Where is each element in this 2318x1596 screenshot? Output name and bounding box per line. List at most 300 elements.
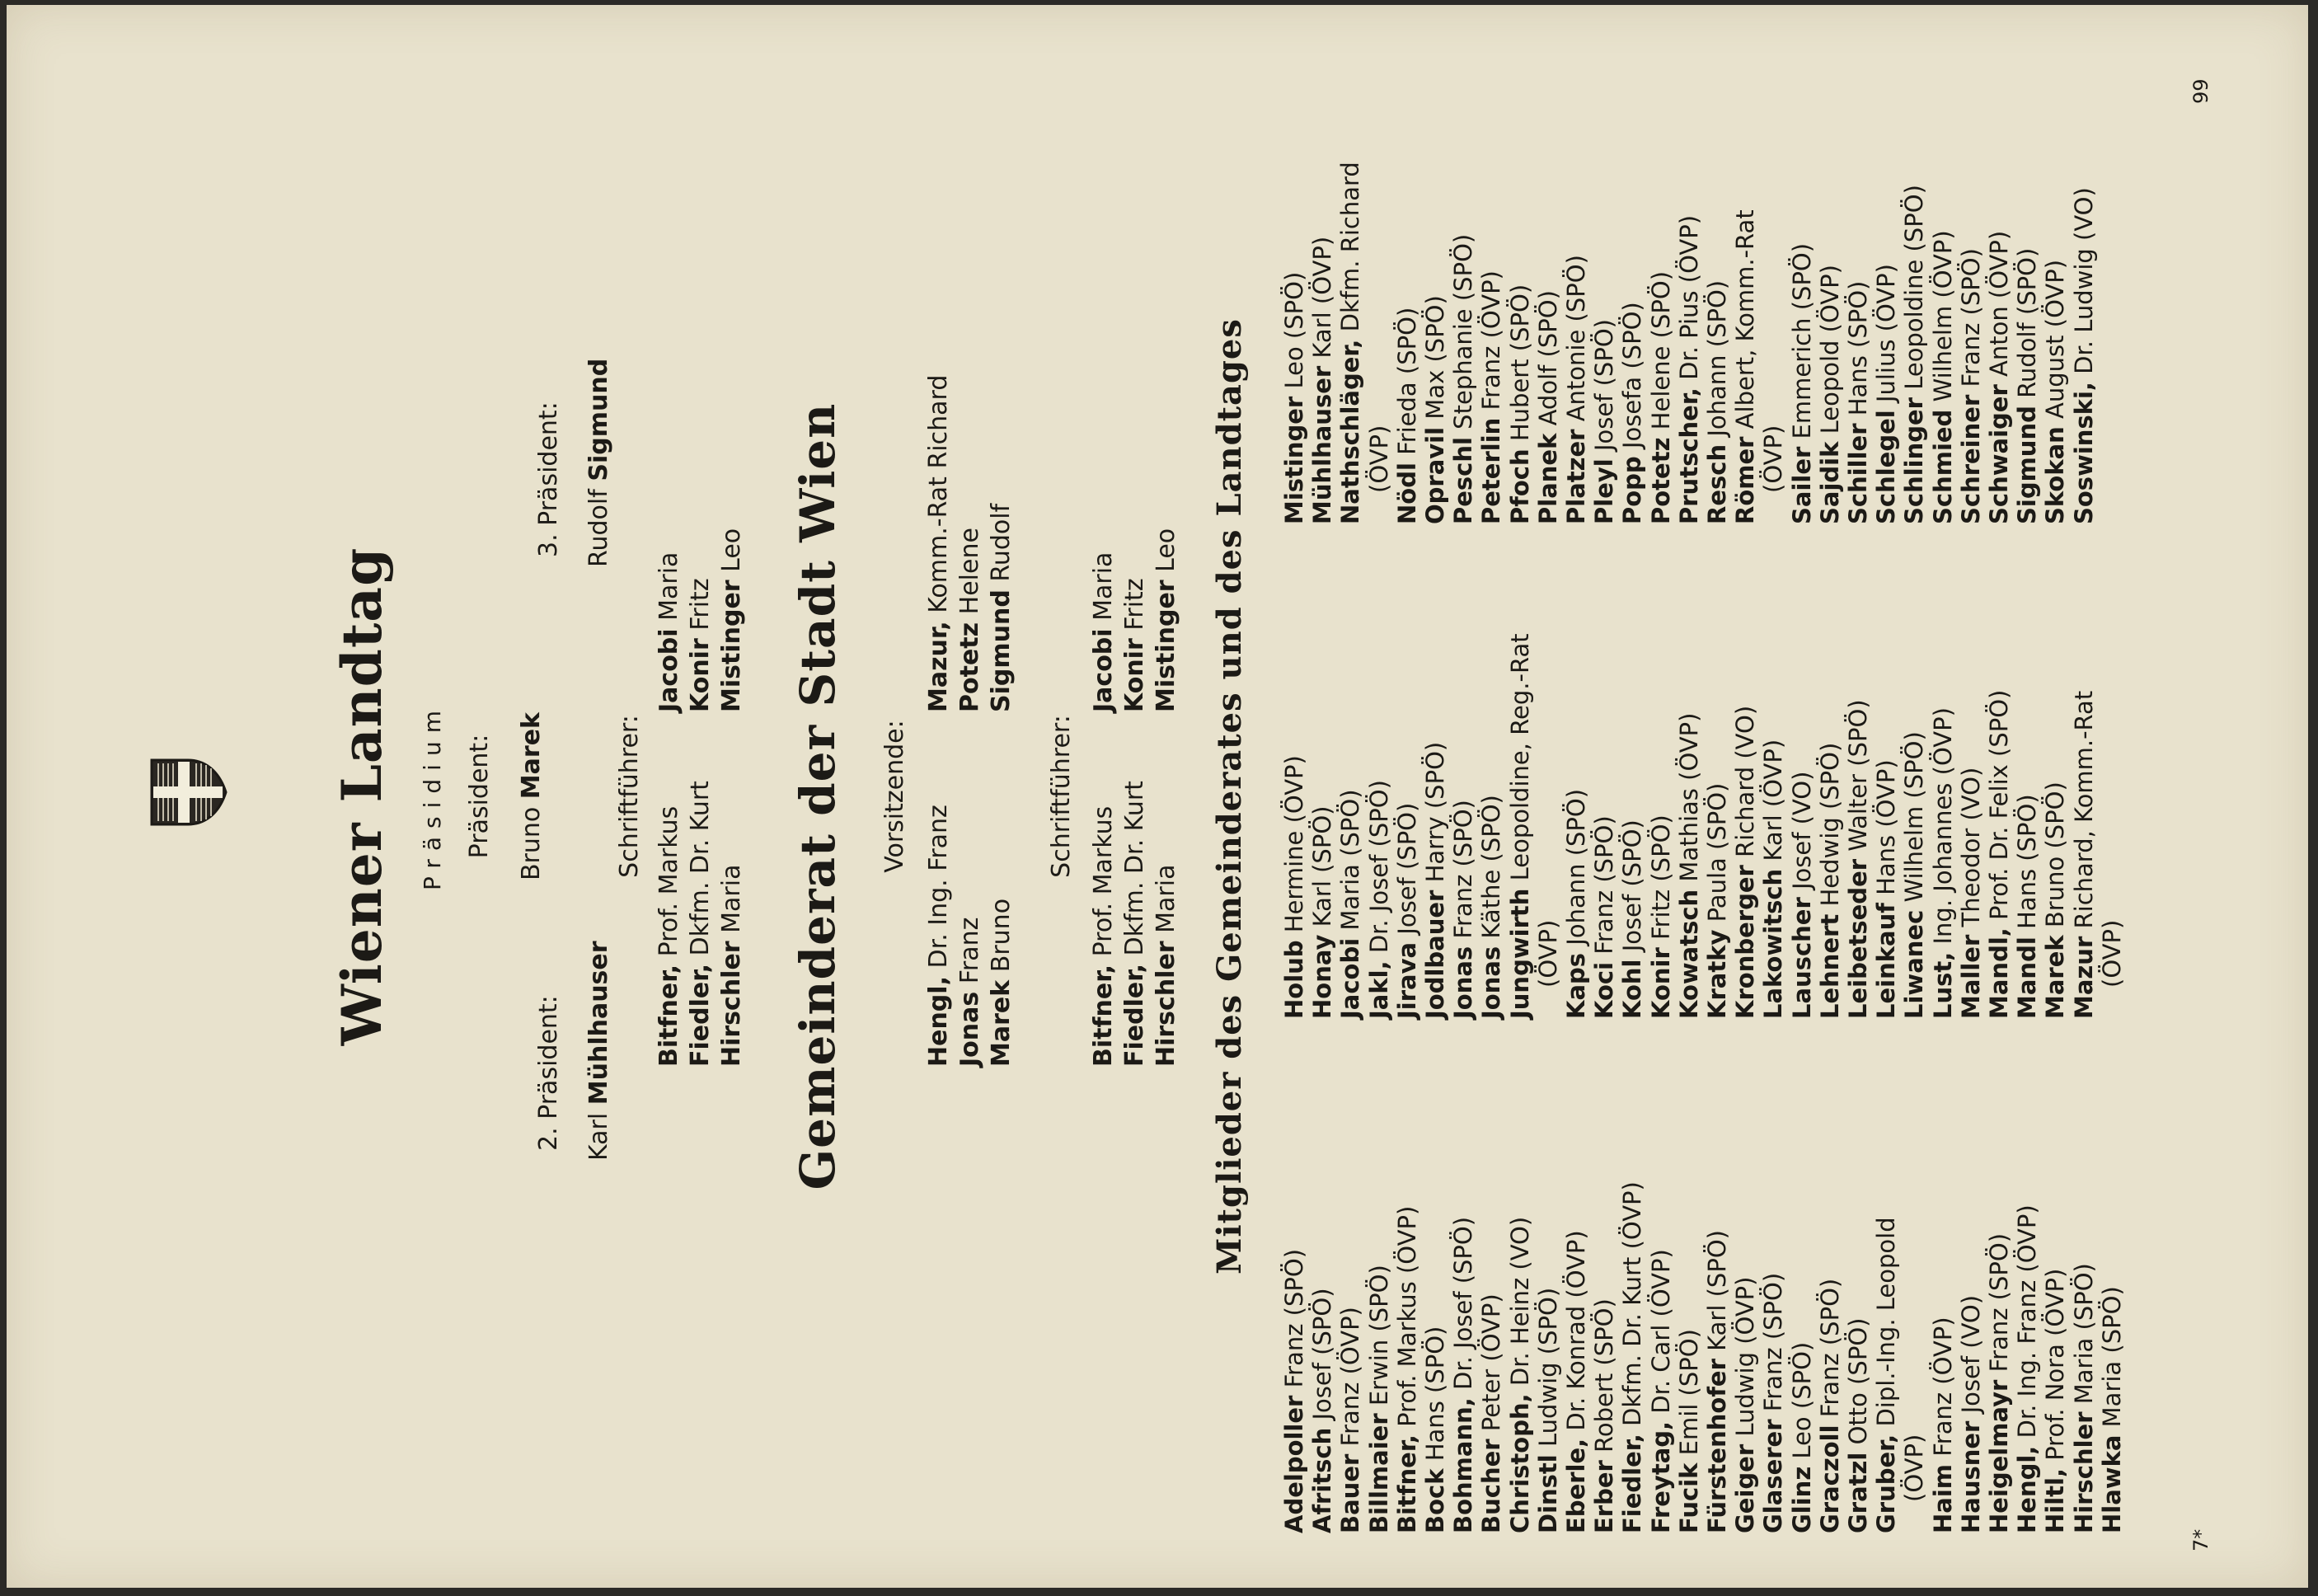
mitglieder-column-3 <box>1280 162 2098 524</box>
member-entry <box>2041 633 2069 1019</box>
member-surname: Glinz <box>1787 1466 1816 1533</box>
member-surname: Jacobi <box>1336 937 1365 1019</box>
member-details: Leo (SPÖ) <box>1280 271 1308 389</box>
member-details: Richard (VO) <box>1731 705 1760 857</box>
page-number: 99 <box>2189 78 2212 104</box>
member-surname: Billmaier <box>1364 1413 1393 1533</box>
member-surname: Kaps <box>1562 952 1591 1019</box>
member-entry <box>1675 162 1703 524</box>
praesident-last: Marek <box>517 711 546 800</box>
member-details: Dr. Pius (ÖVP) <box>1674 214 1703 380</box>
member-surname: Kowatsch <box>1674 889 1703 1019</box>
member-surname: Sigmund <box>2013 406 2042 524</box>
member-details: Josef (VO) <box>1956 1294 1985 1414</box>
member-entry <box>1872 633 1900 1019</box>
vorsitzende-left <box>923 805 1017 1067</box>
member-details: Josef (SPÖ) <box>1392 802 1421 935</box>
mitglieder-column-1 <box>1280 1181 2126 1533</box>
member-details: Paula (SPÖ) <box>1703 782 1732 922</box>
member-details: (ÖVP) <box>1900 1434 1929 1502</box>
list-item: Sigmund Rudolf <box>987 503 1016 712</box>
mitglieder-title: Mitglieder des Gemeinderates und des Landtages <box>1210 318 1249 1274</box>
member-entry <box>1872 1181 1900 1533</box>
member-entry <box>2098 1181 2126 1533</box>
member-entry <box>1308 162 1336 524</box>
member-entry <box>1562 633 1590 1019</box>
member-details: Richard, Komm.-Rat <box>2069 690 2098 929</box>
member-details: Josef (SPÖ) <box>1590 319 1619 452</box>
member-surname: Kohl <box>1618 959 1647 1019</box>
member-surname: Glaserer <box>1759 1419 1788 1533</box>
list-item: Hirschler Maria <box>717 864 746 1067</box>
member-entry <box>2070 162 2098 524</box>
member-details: (ÖVP) <box>1364 425 1393 493</box>
member-details: Dr. Konrad (ÖVP) <box>1562 1230 1591 1431</box>
member-surname: Liwanec <box>1900 909 1929 1019</box>
member-surname: Hlawka <box>2097 1434 2126 1533</box>
member-surname: Konir <box>1646 947 1675 1019</box>
member-surname: Pfoch <box>1505 448 1534 524</box>
member-details: Erwin (SPÖ) <box>1364 1265 1393 1406</box>
landtag-schrift-left <box>654 781 748 1067</box>
member-entry <box>1731 162 1759 524</box>
member-entry <box>1449 633 1477 1019</box>
member-details: Frieda (SPÖ) <box>1392 307 1421 455</box>
member-entry <box>1590 162 1618 524</box>
list-item: Konir Fritz <box>1120 578 1149 712</box>
member-entry <box>1929 1181 1957 1533</box>
member-surname: Peschl <box>1449 437 1478 524</box>
list-item: Fiedler, Dkfm. Dr. Kurt <box>1120 781 1149 1067</box>
member-entry <box>1816 1181 1844 1533</box>
member-details: Josef (VO) <box>1787 771 1816 890</box>
member-details: Wilhelm (SPÖ) <box>1900 731 1929 903</box>
member-details: Dipl.-Ing. Leopold <box>1872 1217 1901 1427</box>
member-surname: Hirschler <box>2069 1411 2098 1533</box>
member-entry <box>1308 633 1336 1019</box>
member-surname: Fürstenhofer <box>1703 1359 1732 1533</box>
member-details: Franz (ÖVP) <box>1336 1307 1365 1447</box>
member-entry <box>1844 162 1872 524</box>
member-surname: Römer <box>1731 436 1760 524</box>
list-item: Jacobi Maria <box>1089 552 1118 712</box>
member-surname: Skokan <box>2041 426 2070 524</box>
member-details: Hedwig (SPÖ) <box>1815 742 1844 907</box>
member-entry <box>1731 633 1759 1019</box>
member-details: Franz (SPÖ) <box>1815 1278 1844 1418</box>
member-details: Max (SPÖ) <box>1421 295 1450 420</box>
member-surname: Bohmann, <box>1449 1397 1478 1533</box>
member-entry <box>2041 162 2069 524</box>
member-entry <box>1506 1181 1534 1533</box>
member-details: Hans (SPÖ) <box>1421 1326 1450 1462</box>
member-surname: Schlinger <box>1900 397 1929 524</box>
list-item: Mistinger Leo <box>717 528 746 712</box>
member-entry <box>1421 1181 1449 1533</box>
member-details: Walter (SPÖ) <box>1844 699 1873 852</box>
member-entry <box>1759 162 1787 524</box>
member-details: Peter (ÖVP) <box>1477 1293 1506 1432</box>
member-entry <box>1534 1181 1562 1533</box>
member-entry <box>1477 633 1505 1019</box>
list-item: Mazur, Komm.-Rat Richard <box>924 374 953 712</box>
member-entry <box>1647 1181 1675 1533</box>
member-details: Julius (ÖVP) <box>1872 264 1901 403</box>
member-entry <box>1844 1181 1872 1533</box>
member-entry <box>1957 633 1985 1019</box>
member-surname: Sailer <box>1787 446 1816 524</box>
member-surname: Kratky <box>1703 929 1732 1019</box>
member-details: Stephanie (SPÖ) <box>1449 233 1478 430</box>
member-entry <box>1477 1181 1505 1533</box>
member-details: Dr. Josef (SPÖ) <box>1449 1216 1478 1390</box>
member-details: Franz (ÖVP) <box>1477 270 1506 411</box>
member-entry <box>1590 633 1618 1019</box>
member-details: Dkfm. Richard <box>1336 162 1365 332</box>
member-entry <box>1534 633 1562 1019</box>
member-entry <box>1449 1181 1477 1533</box>
member-entry <box>1365 1181 1393 1533</box>
member-surname: Planek <box>1533 433 1562 524</box>
member-details: Hans (SPÖ) <box>2013 794 2042 929</box>
member-details: Hermine (ÖVP) <box>1280 755 1308 933</box>
praesident-label: Präsident: <box>465 734 494 859</box>
member-entry <box>1647 633 1675 1019</box>
member-surname: Lust, <box>1928 951 1957 1019</box>
member-details: Franz (SPÖ) <box>1449 800 1478 939</box>
member-surname: Lakowitsch <box>1759 868 1788 1019</box>
member-entry <box>1872 162 1900 524</box>
member-surname: Mühlhauser <box>1308 365 1337 524</box>
member-surname: Jodlbauer <box>1421 890 1450 1019</box>
member-details: Maria (SPÖ) <box>2069 1263 2098 1405</box>
member-entry <box>1308 1181 1336 1533</box>
member-surname: Hiltl, <box>2041 1468 2070 1533</box>
member-entry <box>1421 633 1449 1019</box>
member-details: Dr. Ludwig (VO) <box>2069 187 2098 374</box>
member-entry <box>1590 1181 1618 1533</box>
member-surname: Freytag, <box>1646 1420 1675 1533</box>
member-details: Karl (SPÖ) <box>1703 1230 1732 1351</box>
landtag-title: Wiener Landtag <box>330 547 394 1046</box>
second-praesident-label: 2. Präsident: <box>534 995 563 1151</box>
member-details: Prof. Dr. Felix (SPÖ) <box>1985 689 2014 920</box>
member-surname: Kronberger <box>1731 865 1760 1019</box>
member-entry <box>1534 162 1562 524</box>
member-details: Maria (SPÖ) <box>1336 789 1365 931</box>
member-surname: Holub <box>1280 940 1308 1019</box>
member-details: Ludwig (SPÖ) <box>1533 1287 1562 1448</box>
member-entry <box>1393 1181 1421 1533</box>
third-last: Sigmund <box>584 358 613 481</box>
member-entry <box>1365 162 1393 524</box>
member-details: Wilhelm (ÖVP) <box>1928 230 1957 402</box>
gemeinderat-title: Gemeinderat der Stadt Wien <box>790 402 846 1190</box>
member-details: August (ÖVP) <box>2041 259 2070 419</box>
member-surname: Platzer <box>1562 429 1591 524</box>
member-surname: Mistinger <box>1280 396 1308 524</box>
landtag-schrift-right <box>654 528 748 712</box>
member-surname: Peterlin <box>1477 417 1506 524</box>
member-details: Hubert (SPÖ) <box>1505 284 1534 442</box>
member-surname: Jakl, <box>1364 960 1393 1019</box>
member-details: Mathias (ÖVP) <box>1674 712 1703 882</box>
list-item: Hengl, Dr. Ing. Franz <box>924 805 953 1067</box>
member-entry <box>1900 633 1928 1019</box>
member-entry <box>1900 1181 1928 1533</box>
member-surname: Afritsch <box>1308 1427 1337 1533</box>
signature-mark: 7* <box>2189 1528 2212 1551</box>
member-surname: Bitfner, <box>1392 1434 1421 1533</box>
member-details: Leopold (ÖVP) <box>1815 265 1844 434</box>
member-details: Franz (SPÖ) <box>1759 1272 1788 1412</box>
gemeinderat-schrift-label: Schriftführer: <box>1047 715 1076 878</box>
member-surname: Gratzl <box>1844 1452 1873 1533</box>
member-entry <box>1675 1181 1703 1533</box>
list-item: Bitfner, Prof. Markus <box>1089 805 1118 1067</box>
member-surname: Nathschläger, <box>1336 339 1365 524</box>
member-details: Anton (ÖVP) <box>1985 230 2014 378</box>
second-praesident-name <box>584 941 615 1161</box>
member-surname: Fiedler, <box>1618 1434 1647 1533</box>
member-entry <box>1788 1181 1816 1533</box>
member-entry <box>1647 162 1675 524</box>
member-details: Dr. Carl (ÖVP) <box>1646 1249 1675 1414</box>
member-entry <box>1844 633 1872 1019</box>
member-entry <box>2013 162 2041 524</box>
member-surname: Schmied <box>1928 409 1957 524</box>
member-surname: Koci <box>1590 961 1619 1019</box>
rotated-page-content <box>7 5 2308 1588</box>
member-details: Dkfm. Dr. Kurt (ÖVP) <box>1618 1181 1647 1426</box>
list-item: Mistinger Leo <box>1152 528 1180 712</box>
member-details: Robert (SPÖ) <box>1590 1298 1619 1453</box>
third-praesident-name <box>584 359 615 567</box>
member-details: Emil (SPÖ) <box>1674 1329 1703 1456</box>
member-details: Johann (SPÖ) <box>1703 279 1732 437</box>
member-entry <box>1336 633 1364 1019</box>
member-details: Karl (SPÖ) <box>1308 805 1337 927</box>
member-entry <box>1336 1181 1364 1533</box>
member-entry <box>1421 162 1449 524</box>
member-entry <box>1618 162 1646 524</box>
member-entry <box>1393 633 1421 1019</box>
member-entry <box>1929 162 1957 524</box>
member-surname: Jirava <box>1392 941 1421 1019</box>
vienna-coat-of-arms-icon <box>147 755 229 829</box>
member-surname: Geiger <box>1731 1443 1760 1533</box>
member-details: (ÖVP) <box>2097 919 2126 988</box>
member-entry <box>1675 633 1703 1019</box>
member-surname: Leinkauf <box>1872 903 1901 1019</box>
member-details: Prof. Nora (ÖVP) <box>2041 1268 2070 1461</box>
member-entry <box>2070 633 2098 1019</box>
member-surname: Maller <box>1956 934 1985 1019</box>
member-surname: Mandl <box>2013 936 2042 1019</box>
member-details: Maria (SPÖ) <box>2097 1286 2126 1428</box>
member-entry <box>1506 633 1534 1019</box>
member-details: Helene (SPÖ) <box>1646 270 1675 430</box>
member-entry <box>1280 162 1308 524</box>
member-surname: Hausner <box>1956 1420 1985 1533</box>
member-details: Leopoldine, Reg.-Rat <box>1505 633 1534 881</box>
member-details: Franz (ÖVP) <box>1928 1317 1957 1457</box>
member-entry <box>1816 162 1844 524</box>
member-entry <box>1816 633 1844 1019</box>
member-details: Antonie (SPÖ) <box>1562 255 1591 422</box>
member-details: Karl (ÖVP) <box>1759 739 1788 861</box>
member-surname: Pleyl <box>1590 458 1619 524</box>
member-entry <box>2013 1181 2041 1533</box>
member-surname: Mazur <box>2069 936 2098 1019</box>
member-details: Dr. Josef (SPÖ) <box>1364 780 1393 954</box>
member-details: Josef (SPÖ) <box>1308 1288 1337 1420</box>
list-item: Fiedler, Dkfm. Dr. Kurt <box>686 781 715 1067</box>
gemeinderat-schrift-left <box>1088 781 1182 1067</box>
list-item: Jonas Franz <box>955 917 984 1067</box>
member-details: Dr. Ing. Franz (ÖVP) <box>2013 1204 2042 1439</box>
member-entry <box>1618 633 1646 1019</box>
member-surname: Christoph, <box>1505 1393 1534 1533</box>
member-surname: Jonas <box>1449 946 1478 1019</box>
member-surname: Heigelmayr <box>1985 1379 2014 1533</box>
member-entry <box>1957 162 1985 524</box>
member-entry <box>1393 162 1421 524</box>
member-surname: Leibetseder <box>1844 858 1873 1019</box>
member-entry <box>1731 1181 1759 1533</box>
third-first: Rudolf <box>584 489 613 567</box>
member-surname: Potetz <box>1646 437 1675 524</box>
member-details: Josef (SPÖ) <box>1618 819 1647 952</box>
member-details: Ing. Johannes (ÖVP) <box>1928 707 1957 945</box>
member-surname: Schlegel <box>1872 410 1901 524</box>
list-item: Konir Fritz <box>686 578 715 712</box>
member-details: Harry (SPÖ) <box>1421 741 1450 883</box>
member-entry <box>1788 633 1816 1019</box>
member-entry <box>1985 162 2013 524</box>
vorsitzende-label: Vorsitzende: <box>880 720 909 873</box>
member-details: Emmerich (SPÖ) <box>1787 242 1816 439</box>
member-surname: Bauer <box>1336 1453 1365 1533</box>
member-details: Johann (SPÖ) <box>1562 788 1591 946</box>
member-entry <box>1336 162 1364 524</box>
member-details: Franz (SPÖ) <box>1280 1248 1308 1388</box>
member-entry <box>1562 162 1590 524</box>
member-entry <box>1365 633 1393 1019</box>
list-item: Marek Bruno <box>987 898 1016 1067</box>
member-surname: Jungwirth <box>1505 888 1534 1019</box>
member-entry <box>1985 1181 2013 1533</box>
member-details: Karl (ÖVP) <box>1308 236 1337 359</box>
member-surname: Prutscher, <box>1674 387 1703 524</box>
member-surname: Jonas <box>1477 946 1506 1019</box>
member-details: Josefa (SPÖ) <box>1618 302 1647 449</box>
member-details: (ÖVP) <box>1759 425 1788 493</box>
member-details: Hans (SPÖ) <box>1844 280 1873 416</box>
vorsitzende-right <box>923 375 1017 712</box>
member-surname: Bucher <box>1477 1439 1506 1533</box>
list-item: Hirschler Maria <box>1152 864 1180 1067</box>
member-surname: Mandl, <box>1985 927 2014 1019</box>
member-surname: Schreiner <box>1956 394 1985 524</box>
member-details: Franz (SPÖ) <box>1985 1232 2014 1373</box>
praesident-name <box>516 5 547 1588</box>
third-praesident-label: 3. Präsident: <box>534 401 563 557</box>
member-entry <box>1280 1181 1308 1533</box>
member-entry <box>1759 1181 1787 1533</box>
member-details: Otto (SPÖ) <box>1844 1317 1873 1445</box>
list-item: Jacobi Maria <box>655 552 683 712</box>
member-entry <box>1788 162 1816 524</box>
second-first: Karl <box>584 1112 613 1161</box>
member-surname: Fucik <box>1674 1462 1703 1533</box>
member-details: Franz (SPÖ) <box>1590 815 1619 955</box>
member-surname: Honay <box>1308 934 1337 1019</box>
member-details: Bruno (SPÖ) <box>2041 782 2070 928</box>
member-details: Franz (SPÖ) <box>1956 248 1985 387</box>
member-entry <box>1477 162 1505 524</box>
list-item: Potetz Helene <box>955 528 984 712</box>
member-surname: Nödl <box>1392 462 1421 524</box>
member-entry <box>1506 162 1534 524</box>
member-entry <box>1985 633 2013 1019</box>
member-entry <box>1703 633 1731 1019</box>
member-entry <box>1562 1181 1590 1533</box>
praesidium-heading: Präsidium <box>419 702 446 891</box>
member-surname: Haim <box>1928 1464 1957 1533</box>
member-details: (ÖVP) <box>1533 919 1562 988</box>
member-details: Theodor (VO) <box>1956 767 1985 927</box>
member-entry <box>1929 633 1957 1019</box>
member-entry <box>1618 1181 1646 1533</box>
member-entry <box>1703 1181 1731 1533</box>
second-last: Mühlhauser <box>584 941 613 1105</box>
member-surname: Hengl, <box>2013 1445 2042 1533</box>
member-entry <box>1957 1181 1985 1533</box>
member-details: Leopoldine (SPÖ) <box>1900 185 1929 390</box>
member-entry <box>1280 633 1308 1019</box>
member-details: Adolf (SPÖ) <box>1533 290 1562 426</box>
member-surname: Sajdik <box>1815 441 1844 524</box>
landtag-schrift-label: Schriftführer: <box>615 715 644 878</box>
member-surname: Adelpoller <box>1280 1395 1308 1533</box>
member-surname: Schiller <box>1844 423 1873 524</box>
member-surname: Graczoll <box>1815 1425 1844 1533</box>
member-details: Fritz (SPÖ) <box>1646 814 1675 940</box>
member-details: Dr. Heinz (VO) <box>1505 1216 1534 1387</box>
member-surname: Marek <box>2041 935 2070 1019</box>
member-details: Prof. Markus (ÖVP) <box>1392 1205 1421 1427</box>
member-details: Albert, Komm.-Rat <box>1731 209 1760 430</box>
member-entry <box>1449 162 1477 524</box>
member-surname: Bock <box>1421 1468 1450 1533</box>
member-details: Hans (ÖVP) <box>1872 759 1901 895</box>
member-surname: Lehnert <box>1815 913 1844 1019</box>
member-entry <box>1703 162 1731 524</box>
list-item: Bitfner, Prof. Markus <box>655 805 683 1067</box>
member-surname: Popp <box>1618 456 1647 524</box>
member-surname: Eberle, <box>1562 1438 1591 1533</box>
member-details: Leo (SPÖ) <box>1787 1341 1816 1459</box>
member-surname: Dinstl <box>1533 1454 1562 1533</box>
member-surname: Erber <box>1590 1460 1619 1533</box>
member-entry <box>2070 1181 2098 1533</box>
mitglieder-column-2 <box>1280 633 2126 1019</box>
gemeinderat-schrift-right <box>1088 528 1182 712</box>
member-surname: Resch <box>1703 444 1732 524</box>
member-entry <box>2013 633 2041 1019</box>
member-details: Rudolf (SPÖ) <box>2013 247 2042 398</box>
